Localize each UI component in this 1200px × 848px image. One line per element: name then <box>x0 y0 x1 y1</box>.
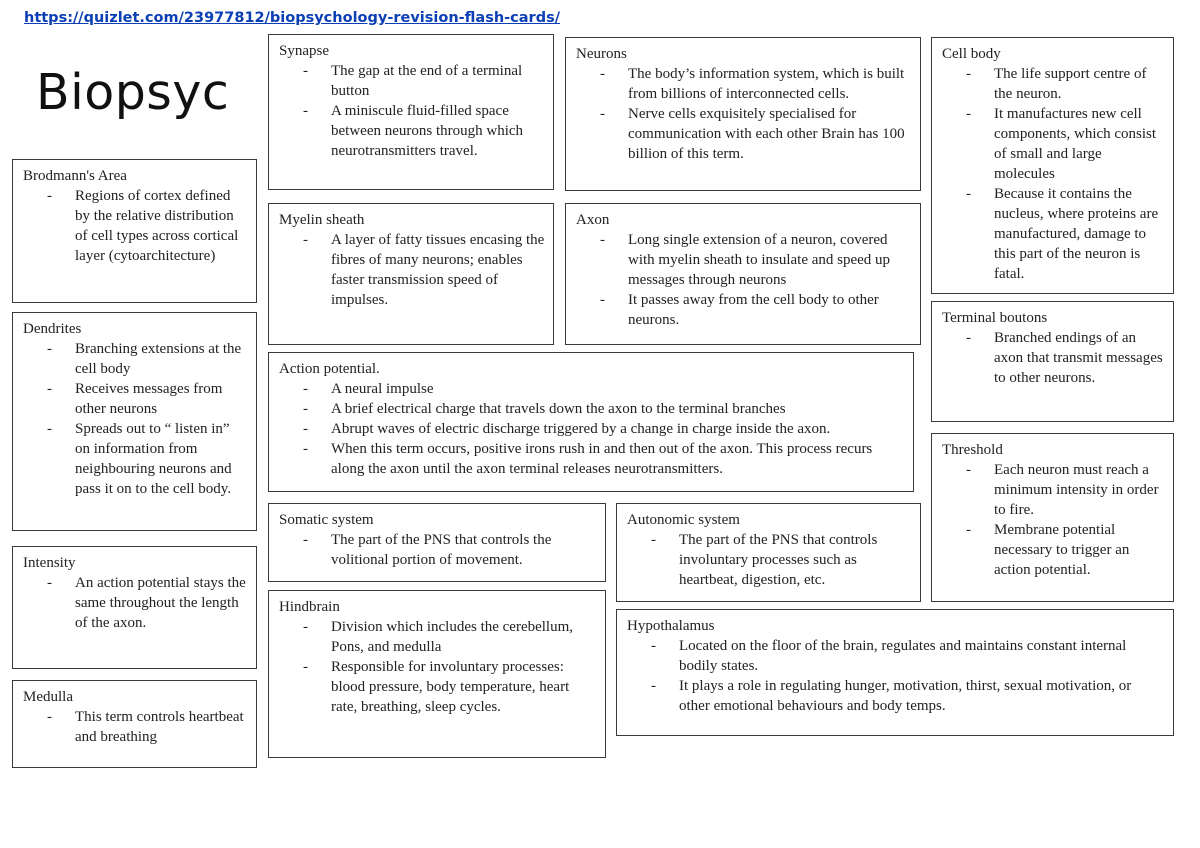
card-title: Autonomic system <box>627 512 740 528</box>
card-cell-body <box>931 37 1174 294</box>
list-item: - A brief electrical charge that travels down the axon to the terminal branches <box>331 399 905 419</box>
list-item: - It plays a role in regulating hunger, motivation, thirst, sexual motivation, or other emotional behaviours and body temps. <box>679 676 1165 716</box>
list-item: - The part of the PNS that controls the volitional portion of movement. <box>331 530 597 570</box>
card-list <box>279 230 545 310</box>
card-title: Threshold <box>942 442 1003 458</box>
list-item: - Located on the floor of the brain, regulates and maintains constant internal bodily states. <box>679 636 1165 676</box>
card-list <box>23 573 248 633</box>
list-item: - Receives messages from other neurons <box>75 379 248 419</box>
card-synapse <box>268 34 554 190</box>
card-list <box>942 460 1165 580</box>
list-item: - Branched endings of an axon that transmit messages to other neurons. <box>994 328 1165 388</box>
card-hindbrain <box>268 590 606 758</box>
card-intensity <box>12 546 257 669</box>
list-item: - Membrane potential necessary to trigger an action potential. <box>994 520 1165 580</box>
card-medulla <box>12 680 257 768</box>
list-item: - It manufactures new cell components, which consist of small and large molecules <box>994 104 1165 184</box>
card-list <box>279 61 545 161</box>
page-title: Biopsyc <box>36 64 230 121</box>
card-title: Hindbrain <box>279 599 340 615</box>
card-list <box>279 617 597 717</box>
card-list <box>23 707 248 747</box>
list-item: - An action potential stays the same throughout the length of the axon. <box>75 573 248 633</box>
card-title: Medulla <box>23 689 73 705</box>
card-list <box>576 64 912 164</box>
card-title: Synapse <box>279 43 329 59</box>
card-list <box>279 379 905 479</box>
card-title: Axon <box>576 212 610 228</box>
card-title: Action potential. <box>279 361 380 377</box>
list-item: - Division which includes the cerebellum, Pons, and medulla <box>331 617 597 657</box>
list-item: - A layer of fatty tissues encasing the fibres of many neurons; enables faster transmission speed of impulses. <box>331 230 545 310</box>
card-list <box>279 530 597 570</box>
list-item: - Abrupt waves of electric discharge triggered by a change in charge inside the axon. <box>331 419 905 439</box>
card-title: Dendrites <box>23 321 82 337</box>
card-brodmanns-area <box>12 159 257 303</box>
list-item: - Nerve cells exquisitely specialised for communication with each other Brain has 100 billion of this term. <box>628 104 912 164</box>
card-title: Neurons <box>576 46 627 62</box>
card-autonomic-system <box>616 503 921 602</box>
list-item: - When this term occurs, positive irons rush in and then out of the axon. This process recurs along the axon until the axon terminal releases neurotransmitters. <box>331 439 905 479</box>
list-item: - A miniscule fluid-filled space between neurons through which neurotransmitters travel. <box>331 101 545 161</box>
card-list <box>942 64 1165 284</box>
card-title: Somatic system <box>279 512 374 528</box>
list-item: - The life support centre of the neuron. <box>994 64 1165 104</box>
list-item: - A neural impulse <box>331 379 905 399</box>
card-dendrites <box>12 312 257 531</box>
card-title: Brodmann's Area <box>23 168 127 184</box>
card-neurons <box>565 37 921 191</box>
card-action-potential <box>268 352 914 492</box>
list-item: - It passes away from the cell body to other neurons. <box>628 290 912 330</box>
card-title: Intensity <box>23 555 76 571</box>
list-item: - This term controls heartbeat and breathing <box>75 707 248 747</box>
list-item: - The gap at the end of a terminal button <box>331 61 545 101</box>
list-item: - Spreads out to “ listen in” on information from neighbouring neurons and pass it on to the cell body. <box>75 419 248 499</box>
list-item: - Each neuron must reach a minimum intensity in order to fire. <box>994 460 1165 520</box>
list-item: - Regions of cortex defined by the relative distribution of cell types across cortical layer (cytoarchitecture) <box>75 186 248 266</box>
card-title: Hypothalamus <box>627 618 715 634</box>
card-list <box>942 328 1165 388</box>
list-item: - Because it contains the nucleus, where proteins are manufactured, damage to this part of the neuron is fatal. <box>994 184 1165 284</box>
list-item: - Branching extensions at the cell body <box>75 339 248 379</box>
card-threshold <box>931 433 1174 602</box>
list-item: - The body’s information system, which is built from billions of interconnected cells. <box>628 64 912 104</box>
list-item: - Responsible for involuntary processes: blood pressure, body temperature, heart rate, breathing, sleep cycles. <box>331 657 597 717</box>
card-axon <box>565 203 921 345</box>
card-title: Cell body <box>942 46 1001 62</box>
source-url-link[interactable]: https://quizlet.com/23977812/biopsychology-revision-flash-cards/ <box>24 10 560 26</box>
card-title: Terminal boutons <box>942 310 1048 326</box>
card-somatic-system <box>268 503 606 582</box>
card-list <box>23 186 248 266</box>
card-title: Myelin sheath <box>279 212 365 228</box>
card-list <box>576 230 912 330</box>
card-hypothalamus <box>616 609 1174 736</box>
card-myelin-sheath <box>268 203 554 345</box>
card-terminal-boutons <box>931 301 1174 422</box>
card-list <box>627 530 912 590</box>
card-list <box>627 636 1165 716</box>
list-item: - Long single extension of a neuron, covered with myelin sheath to insulate and speed up messages through neurons <box>628 230 912 290</box>
list-item: - The part of the PNS that controls involuntary processes such as heartbeat, digestion, etc. <box>679 530 912 590</box>
card-list <box>23 339 248 499</box>
